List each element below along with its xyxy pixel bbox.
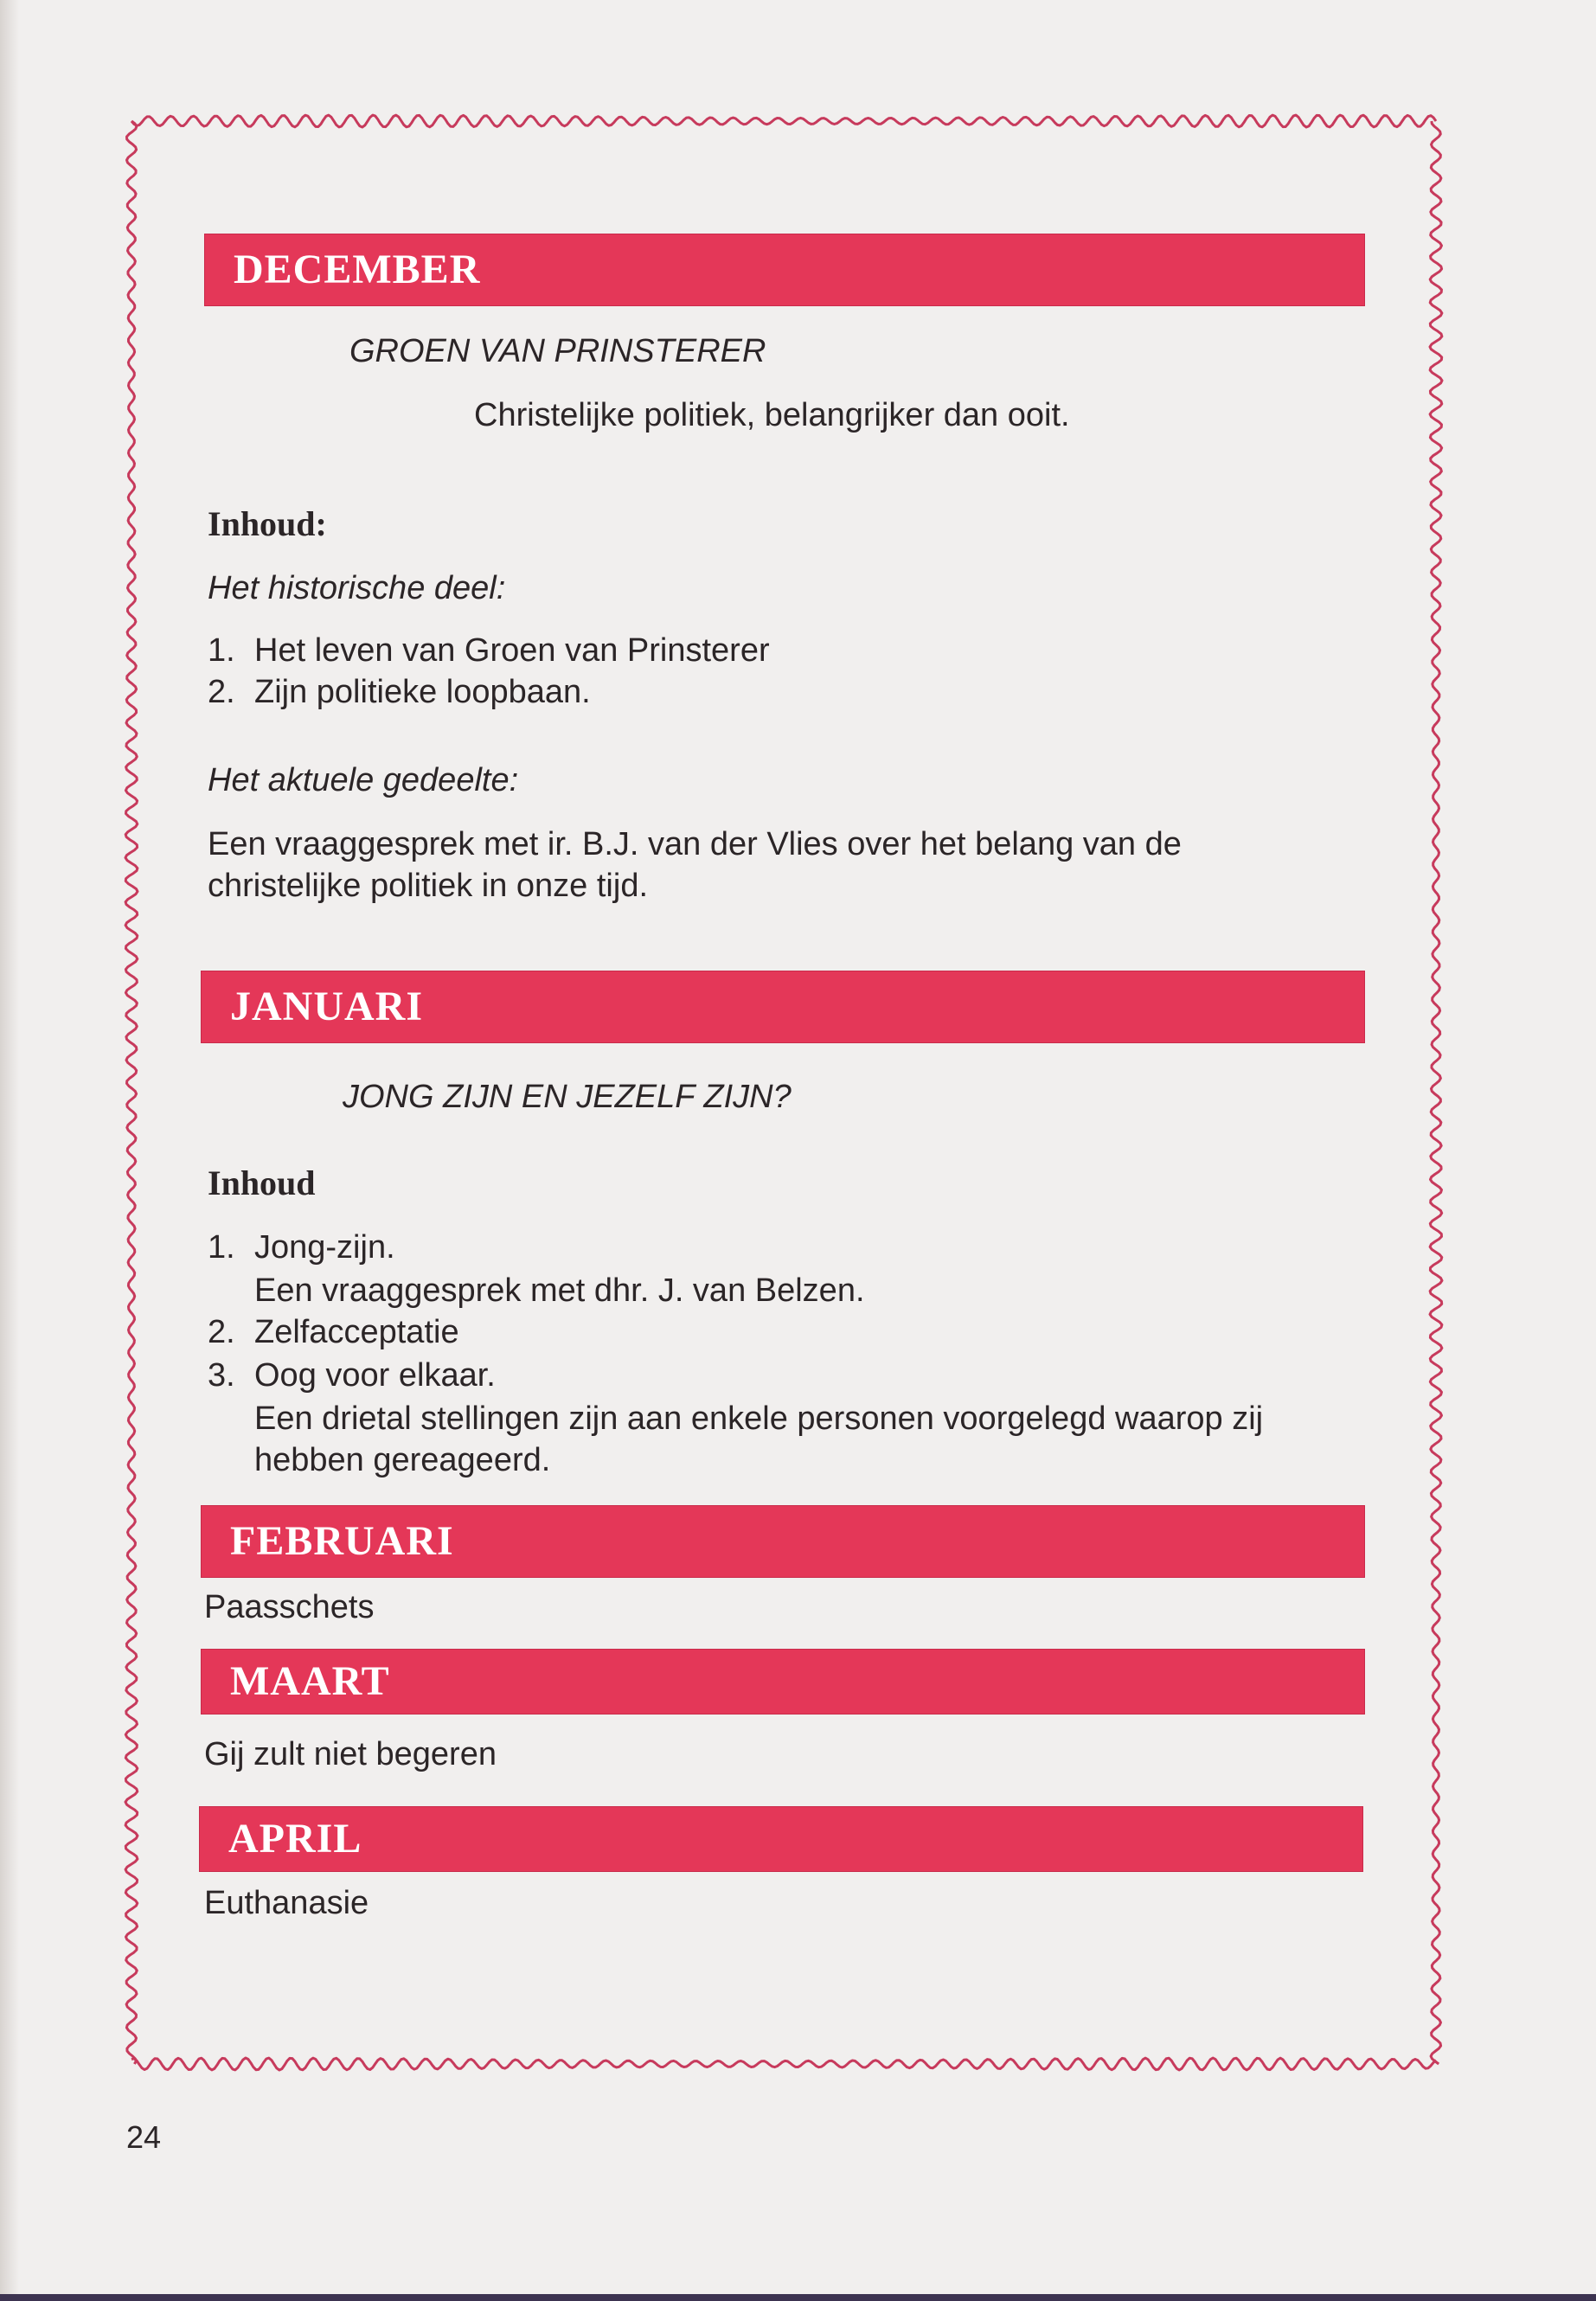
month-heading: FEBRUARI	[230, 1518, 454, 1564]
wavy-border-segment	[131, 115, 1436, 127]
list-item	[208, 1311, 459, 1354]
month-heading: DECEMBER	[234, 247, 481, 292]
wavy-border-segment	[131, 2058, 1436, 2070]
month-topic: Gij zult niet begeren	[204, 1736, 497, 1772]
list-number: 2.	[208, 674, 235, 710]
month-heading: MAART	[230, 1658, 390, 1704]
page-bottom-edge	[0, 2294, 1596, 2301]
list-text: Oog voor elkaar.	[254, 1357, 496, 1394]
month-heading: JANUARI	[230, 984, 423, 1029]
month-topic: Euthanasie	[204, 1885, 369, 1921]
month-heading: APRIL	[228, 1816, 362, 1862]
list-number: 2.	[208, 1314, 235, 1350]
section-label: Het aktuele gedeelte:	[208, 762, 519, 798]
article-title: JONG ZIJN EN JEZELF ZIJN?	[343, 1079, 792, 1115]
section-label: Het historische deel:	[208, 570, 506, 606]
page-number: 24	[126, 2119, 162, 2155]
list-text: Jong-zijn.	[254, 1229, 395, 1266]
list-number: 3.	[208, 1357, 235, 1394]
month-band-januari	[201, 971, 1365, 1043]
inhoud-label: Inhoud:	[208, 504, 327, 543]
inhoud-label: Inhoud	[208, 1163, 316, 1202]
month-band-februari	[201, 1505, 1365, 1578]
list-number: 1.	[208, 632, 235, 669]
paragraph-line: Een vraaggesprek met ir. B.J. van der Vlies over het belang van de	[208, 826, 1182, 862]
list-subtext: hebben gereageerd.	[254, 1442, 551, 1478]
list-text: Zijn politieke loopbaan.	[254, 674, 591, 710]
month-band-december	[204, 234, 1365, 306]
article-subtitle: Christelijke politiek, belangrijker dan ooit.	[474, 397, 1070, 433]
list-item	[208, 1355, 496, 1397]
list-item	[208, 1227, 395, 1269]
list-item	[208, 671, 591, 714]
wavy-border-segment	[125, 121, 138, 2064]
article-title: GROEN VAN PRINSTERER	[349, 333, 766, 369]
month-band-april	[199, 1806, 1363, 1872]
list-text: Het leven van Groen van Prinsterer	[254, 632, 770, 669]
paragraph-line: christelijke politiek in onze tijd.	[208, 868, 649, 904]
list-number: 1.	[208, 1229, 235, 1266]
list-text: Zelfacceptatie	[254, 1314, 459, 1350]
list-item	[208, 630, 770, 672]
month-band-maart	[201, 1649, 1365, 1715]
month-topic: Paasschets	[204, 1589, 375, 1625]
wavy-border-segment	[1430, 121, 1442, 2064]
list-subtext: Een vraaggesprek met dhr. J. van Belzen.	[254, 1272, 865, 1309]
list-subtext: Een drietal stellingen zijn aan enkele personen voorgelegd waarop zij	[254, 1400, 1264, 1437]
